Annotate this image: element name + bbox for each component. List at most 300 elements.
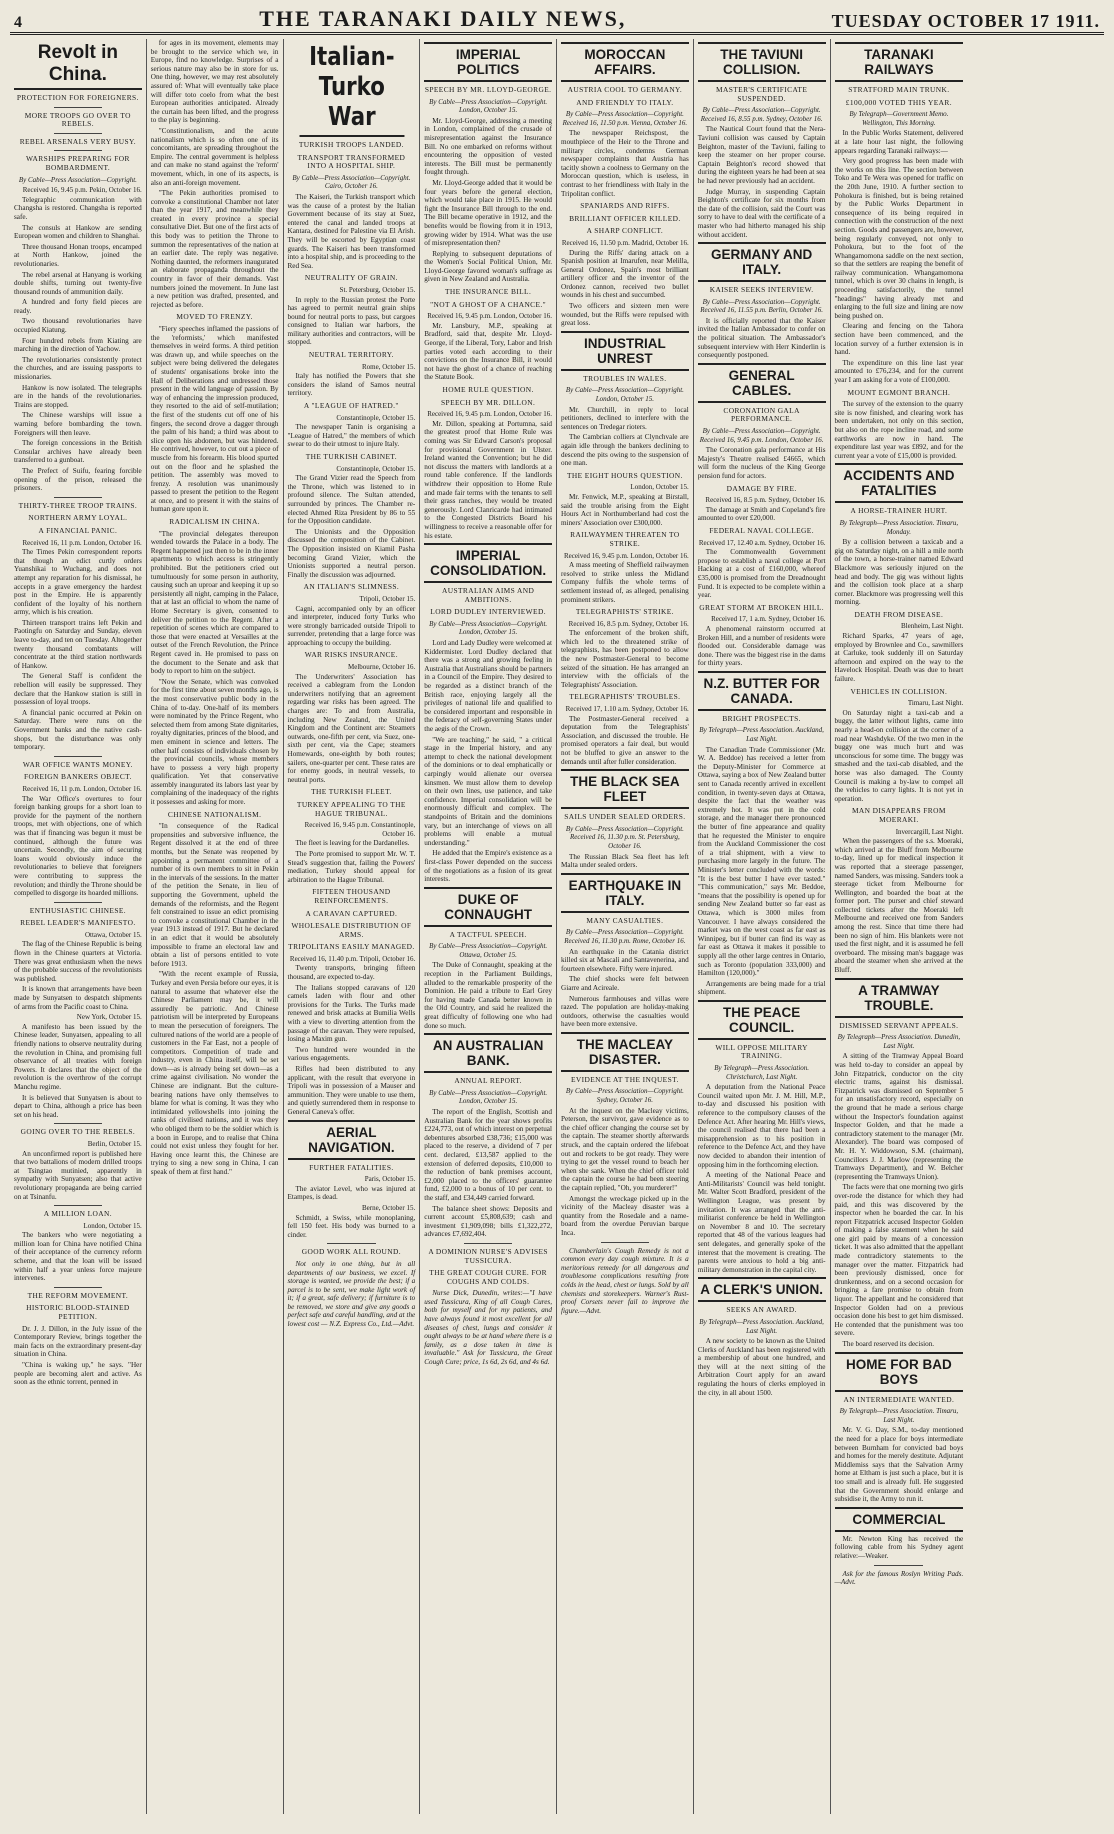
advertisement xyxy=(561,1247,689,1316)
paragraph: Mr. Fenwick, M.P., speaking at Birstall, said the trouble arising from the Eight Hours Act in Northumberland had cost the miners' Association over £300,000. xyxy=(561,492,689,527)
article-body xyxy=(835,129,964,384)
dateline: Invercargill, Last Night. xyxy=(895,827,964,836)
paragraph: The bankers who were negotiating a million loan for China have notified China of their acceptance of the currency reform scheme, and that the loan will be issued within half a year unless force majeure intervenes. xyxy=(14,1231,142,1283)
subheading: MASTER'S CERTIFICATE SUSPENDED. xyxy=(716,85,808,103)
paragraph: The Prefect of Suifu, fearing forcible opening of the prison, released the prisoners. xyxy=(14,466,142,493)
paragraph: A new society to be known as the United Clerks of Auckland has been registered with a membership of about one hundred, and they will at the next sitting of the Arbitration Court apply for an award regulating the hours of clerks employed in the city, in all about 1500. xyxy=(697,1337,826,1397)
subheading: AN ITALIAN'S SLIMNESS. xyxy=(303,582,400,592)
dateline: Constantinople, October 15. xyxy=(336,413,416,422)
article-body xyxy=(14,1231,142,1283)
column-4 xyxy=(420,39,557,1814)
article-body xyxy=(561,493,689,527)
paragraph: A manifesto has been issued by the Chinese leader, Sunyatsen, appealing to all friendly nations to observe neutrality during the revolution in China, and promising full observance of all treaties with foreign Powers. It declares that the object of the revolution is the overthrow of the corrupt Manchu regime. xyxy=(14,1022,142,1091)
subheading: LORD DUDLEY INTERVIEWED. xyxy=(430,607,546,617)
byline: By Cable—Press Association—Copyright. Received 16, 9.45 p.m. London, October 16. xyxy=(699,427,824,444)
subheading: EVIDENCE AT THE INQUEST. xyxy=(571,1074,679,1084)
subheading: STRATFORD MAIN TRUNK. xyxy=(848,85,950,94)
paragraph: The Underwriters' Association has received a cablegram from the London underwriters notifying that an agreement regarding war risks has been agreed. The charges are: To and from Australia, including New Zealand, the United Kingdom and the Continent are: Steamers outwards, one-fifth per cent, via Suez, one-sixth per cent, via the Cape; steamers Homewards, one-eighth by both routes; sailers, one-quarter per cent. These rates are for enemy goods, in neutral vessels, to neutral ports. xyxy=(287,672,416,784)
article-body xyxy=(288,193,416,270)
paragraph: The rebel arsenal at Hanyang is working double shifts, turning out twenty-five thousand rounds of ammunition daily. xyxy=(14,270,142,296)
subheading: SAILS UNDER SEALED ORDERS. xyxy=(564,812,686,822)
subheading: GREAT STORM AT BROKEN HILL. xyxy=(699,602,824,612)
article-body xyxy=(698,506,826,523)
divider xyxy=(54,1205,103,1206)
paragraph: The aviator Level, who was injured at Etampes, is dead. xyxy=(287,1184,416,1202)
paragraph: The Chinese warships will issue a warning before bombarding the town. Foreigners will then leave. xyxy=(14,411,142,437)
article-body xyxy=(561,561,689,604)
article-body xyxy=(424,1108,552,1239)
newspaper-title: THE TARANAKI DAILY NEWS, xyxy=(259,6,627,31)
subheading: A TACTFUL SPEECH. xyxy=(449,929,527,939)
subheading: SEEKS AN AWARD. xyxy=(726,1305,797,1315)
dateline: Received 16, 9.45 p.m. London, October 16. xyxy=(427,312,552,321)
headline-accidents-and-fatalities: ACCIDENTS AND FATALITIES xyxy=(835,463,964,503)
dateline: Received 16, 11 p.m. London, October 16. xyxy=(22,538,142,547)
article-body xyxy=(424,322,552,382)
subheading: MOUNT EGMONT BRANCH. xyxy=(847,387,951,397)
headline-black-sea-fleet: THE BLACK SEA FLEET xyxy=(561,769,689,809)
paragraph: The Nautical Court found that the Nera-Taviuni collision was caused by Captain Beighton, master of the Taviuni, failing to keep the steamer on her proper course. Captain Beighton's record showed that during the eighteen years he had been at sea he had never previously had an accident. xyxy=(697,125,826,185)
article-body xyxy=(835,1426,964,1503)
advertisement xyxy=(835,1570,964,1587)
article-body xyxy=(14,196,142,493)
paragraph: An earthquake in the Catania district killed six at Mascalì and Santavenerina, and fourteen elsewhere. Fifty were injured. xyxy=(561,947,689,973)
headline-imperial-politics: IMPERIAL POLITICS xyxy=(424,42,552,82)
paragraph: Two thousand revolutionaries have occupied Kiatung. xyxy=(14,317,142,335)
headline-clerks-union: A CLERK'S UNION. xyxy=(698,1277,826,1302)
paragraph: The board reserved its decision. xyxy=(842,1340,935,1348)
subheading: AND FRIENDLY TO ITALY. xyxy=(576,97,674,107)
dateline: Blenheim, Last Night. xyxy=(901,622,964,631)
paragraph: Telegraphic communication with Changsha is restored. Changsha is reported safe. xyxy=(14,195,142,221)
subheading: AUSTRALIAN AIMS AND AMBITIONS. xyxy=(442,586,535,604)
subheading: TRIPOLITANS EASILY MANAGED. xyxy=(288,942,415,952)
article-body xyxy=(424,961,552,1030)
byline: By Cable—Press Association—Copyright. xyxy=(18,175,137,184)
article-body xyxy=(698,1337,826,1397)
paragraph: Mr. Churchill, in reply to local petitioners, declined to interfere with the sentences on Tredegar rioters. xyxy=(561,405,689,431)
paragraph: "China is waking up," he says. "Her people are becoming alert and active. As soon as the ethnic torrent, penned in xyxy=(14,1361,142,1387)
paragraph: Not only in one thing, but in all departments of our business, we excel. If storage is wanted, we provide the best; if a parcel is to be sent, we make light work of it; if a great, safe delivery; if furniture is to be removed, we store and give any goods a perfect safe and careful handling, and at the lowest cost — N.Z. Express Co., Ltd.—Advt. xyxy=(287,1259,416,1329)
paragraph: The General Staff is confident the rebellion will easily be suppressed. They declare that the Hankow station is still in possession of loyal troops. xyxy=(14,672,142,707)
dateline: London, October 15. xyxy=(83,1221,142,1230)
paragraph: In the Public Works Statement, delivered at a late hour last night, the following appears regarding Taranaki railways:— xyxy=(834,129,964,155)
headline-moroccan-affairs: MOROCCAN AFFAIRS. xyxy=(561,42,689,82)
subheading: THE TURKISH FLEET. xyxy=(311,787,392,797)
paragraph: A sitting of the Tramway Appeal Board was held to-day to consider an appeal by John Fitzpatrick, conductor on the city electric trams, against his dismissal. Fitzpatrick was dismissed on September 5 for an unsatisfactory record, especially on the ground that he made a serious charge without the Inspector's foundation against Inspector Golden, and that he made a contradictory statement to the manager (Mr. Alexander). The board was composed of Mr. H. Y. Widdowson, S.M. (chairman), Councillors J. J. Marlow (representing the Tramways Department), and W. Belcher (representing the Tramways Union). xyxy=(834,1052,964,1181)
divider xyxy=(327,1243,376,1244)
subheading: HISTORIC BLOOD-STAINED PETITION. xyxy=(26,1303,130,1322)
article-body xyxy=(698,446,826,480)
subheading: VEHICLES IN COLLISION. xyxy=(850,686,948,696)
subheading: WARSHIPS PREPARING FOR BOMBARDMENT. xyxy=(25,154,130,172)
paragraph: The Kaiseri, the Turkish transport which was the cause of a protest by the Italian Government because of its stay at Suez, entered the canal and landed troops at Kantara, destined for Palestine via El Arish. They will be escorted by Egyptian coast guards. The Kaiseri has been transformed into a hospital ship, and is proceeding to the Red Sea. xyxy=(287,192,416,270)
dateline: Received 16, 9.45 p.m. Pekin, October 16. xyxy=(22,186,142,195)
subheading: DAMAGE BY FIRE. xyxy=(726,483,797,493)
paragraph: The Russian Black Sea fleet has left Malta under sealed orders. xyxy=(561,852,689,870)
paragraph: The Grand Vizier read the Speech from the Throne, which was listened to in profound silence. The Sultan attended, surrounded by princes. The Chamber re-elected Ahmed Riza President by 86 to 55 for the Opposition candidate. xyxy=(287,474,416,526)
paragraph: By a collision between a taxicab and a gig on Saturday night, on a hill a mile north of the town, a horse-trainer named Edward Blackmore was seriously injured on the head and body. The gig was without lights and the collision took place at a sharp corner. Blackmore was progressing well this morning. xyxy=(834,538,964,607)
dateline: Received 16, 11.40 p.m. Tripoli, October 16. xyxy=(289,954,416,963)
paragraph: Dr. J. J. Dillon, in the July issue of the Contemporary Review, brings together the main facts on the extraordinary present-day situation in China. xyxy=(14,1324,142,1359)
divider xyxy=(464,1243,513,1244)
paragraph: The expenditure on this line last year amounted to £76,234, and for the current year I am asking for a vote of £100,000. xyxy=(834,358,964,384)
dateline: Received 16, 11.50 p.m. Madrid, October 16. xyxy=(561,238,689,247)
headline-australian-bank: AN AUSTRALIAN BANK. xyxy=(424,1033,552,1073)
article-body xyxy=(14,1325,142,1387)
divider xyxy=(54,1123,103,1124)
paragraph: Thirteen transport trains left Pekin and Paotingfu on Saturday and Sunday, eleven leave to-day, and ten on Tuesday. Altogether twenty thousand combatants will concentrate at the third station northwards of Hankow. xyxy=(14,618,142,670)
subheading: THE REFORM MOVEMENT. xyxy=(27,1290,129,1300)
paragraph: A mass meeting of Sheffield railwaymen resolved to strike unless the Midland Company fulfils the whole terms of settlement instead of, as alleged, penalising prominent strikers. xyxy=(561,561,689,604)
paragraph: Amongst the wreckage picked up in the vicinity of the Macleay disaster was a quantity from the Rosedale and a name-board from the overdue Peruvian barque Inca. xyxy=(561,1194,689,1237)
dateline: London, October 15. xyxy=(630,483,689,492)
paragraph: The War Office's overtures to four foreign banking groups for a short loan to provide for the payment of the northern troops, met with objections, one of which was that if financing was begun it must be continued, although the future was uncertain. Secondly, the aim of securing loans would obviously induce the revolutionaries to believe that foreigners were contributing to suppress the revolution; and thirdly the Throne should be compelled to disgorge its hoarded millions. xyxy=(14,794,142,898)
byline: By Cable—Press Association—Copyright. Received 16, 11.30 p.m. St. Petersburg, October 16. xyxy=(565,824,684,850)
paragraph: "In consequence of the Radical propensities and subversive influence, the Regent dissolved it at the end of three months, but the Senate was reopened by appointing a permanent committee of a number of its own members to sit in Pekin in the intervals of the sessions. In the matter of the petition the Senate, in lieu of supporting the Government, upheld the demands of the reformists, and the Regent felt constrained to issue an edict promising to convoke a constitutional Chamber in the year 1913 instead of 1917. But he declared in an edict that it would be absolutely impossible to frame an electoral law and obtain a list of persons entitled to vote before 1913. xyxy=(150,822,279,968)
subheading: TELEGRAPHISTS' TROUBLES. xyxy=(569,692,681,702)
subheading: NEUTRAL TERRITORY. xyxy=(308,350,394,360)
byline: By Cable—Press Association—Copyright. London, October 15. xyxy=(565,386,684,404)
column-6 xyxy=(694,39,831,1814)
paragraph: An unconfirmed report is published here that two battalions of modern drilled troops at Tsingtao mutinied, apparently in sympathy with Sunyatsen; also that active revolutionary propaganda are being carried on at Tsinanfu. xyxy=(14,1149,142,1201)
subheading: NORTHERN ARMY LOYAL. xyxy=(28,513,128,523)
paragraph: The report of the English, Scottish and Australian Bank for the year shows profits £224,773, out of which interest on perpetual debentures absorbed £38,736; £15,000 was placed to the reserve, a dividend of 7 per cent. declared, £13,587 applied to the extension of deferred deposits, £10,000 to the reduction of bank premises account, £2,000 placed to the officers' guarantee fund, £2,000 to a bonus of 10 per cent. to the staff, and £34,449 carried forward. xyxy=(424,1108,552,1202)
subheading: TELEGRAPHISTS' STRIKE. xyxy=(575,607,674,617)
article-body xyxy=(835,709,964,804)
dateline: Received 17, 12.40 a.m. Sydney, October 16. xyxy=(698,538,826,547)
paragraph: The revolutionaries consistently protect the churches, and are issuing passports to missionaries. xyxy=(14,355,142,382)
article-body xyxy=(835,1535,964,1561)
dateline: Received 17, 1.10 a.m. Sydney, October 16. xyxy=(565,705,689,714)
byline: By Cable—Press Association—Copyright. Ottawa, October 15. xyxy=(429,942,548,959)
paragraph: At the inquest on the Macleay victims, Peterson, the survivor, gave evidence as to the chief officer changing the course set by the captain. The steamer shortly afterwards struck, and the captain ordered the lifeboat out and rockets to be got ready. They were trying to get the vessel round to beach her when she sank. When the chief officer told the captain the course he had been steering the captain replied, "Oh, you murderer!" xyxy=(561,1106,689,1192)
byline: By Cable—Press Association—Copyright. Received 16, 11.30 p.m. Rome, October 16. xyxy=(564,928,686,945)
subheading: NEUTRALITY OF GRAIN. xyxy=(304,273,398,283)
paragraph: A hundred and forty field pieces are ready. xyxy=(14,298,142,315)
paragraph: On Saturday night a taxi-cab and a buggy, the latter without lights, came into nearly a head-on collision at the corner of a road near Washdyke. Of the two men in the buggy one was much hurt and was unconscious for some time. The buggy was smashed and the taxi-cab disabled, and the horse was also damaged. The County Council is making a by-law to compel all the vehicles to carry lights. It is not yet in operation. xyxy=(834,708,964,803)
paragraph: "The Pekin authorities promised to convoke a constitutional Chamber not later than the year 1917, and meanwhile they created in every province a special consultative Diet. But one of the first acts of this body was to petition the Throne to summon the representatives of the nation at an earlier date. The reply was negative. Nothing daunted, the reformers inaugurated an elaborate propaganda throughout the country in favor of their demands. Vast numbers joined the movement. In June last a new petition was drafted, presented, and rejected as before. xyxy=(150,189,279,309)
subheading: THIRTY-THREE TROOP TRAINS. xyxy=(18,500,138,510)
dateline: Rome, October 15. xyxy=(361,362,416,371)
subheading: WAR OFFICE WANTS MONEY. xyxy=(22,759,133,769)
divider xyxy=(54,107,103,108)
article-body xyxy=(698,1083,826,1274)
issue-date: TUESDAY OCTOBER 17 1911. xyxy=(831,11,1100,31)
subheading: AUSTRIA COOL TO GERMANY. xyxy=(567,85,683,94)
subheading: WILL OPPOSE MILITARY TRAINING. xyxy=(715,1042,808,1061)
headline-germany-and-italy: GERMANY AND ITALY. xyxy=(698,242,826,282)
paragraph: Schmidt, a Swiss, while monoplaning, fell 150 feet. His body was burned to a cinder. xyxy=(287,1213,416,1239)
article-body xyxy=(151,530,279,807)
columns xyxy=(10,39,1104,1814)
article-body xyxy=(288,673,416,785)
subheading: TURKISH TROOPS LANDED. xyxy=(298,140,404,149)
byline: By Cable—Press Association—Copyright. Sydney, October 16. xyxy=(565,1087,684,1105)
subheading: PROTECTION FOR FOREIGNERS. xyxy=(16,93,139,102)
article-body xyxy=(424,420,552,540)
subheading: THE INSURANCE BILL. xyxy=(445,287,532,297)
paragraph: The Commonwealth Government propose to establish a naval college at Port Hacking at a cost of £160,000, whereof £35,000 is promised from the Dreadnought Fund. It is expected to be complete within a year. xyxy=(697,548,826,600)
subheading: ENTHUSIASTIC CHINESE. xyxy=(29,905,126,915)
paragraph: Hankow is now isolated. The telegraphs are in the hands of the revolutionaries. Trains are stopped. xyxy=(14,383,142,409)
paragraph: The Postmaster-General received a deputation from the Telegraphists' Association, and discussed the trouble. He promised operators a fair deal, but would not be bluffed to give an answer to the demands until after fuller consideration. xyxy=(561,714,689,766)
divider xyxy=(54,133,103,134)
subheading: FOREIGN BANKERS OBJECT. xyxy=(23,772,132,782)
divider xyxy=(54,497,103,498)
paragraph: The foreign concessions in the British Consular archives have already been transferred to a gunboat. xyxy=(14,439,142,465)
article-body xyxy=(561,853,689,870)
byline: By Telegraph—Press Association. Christchurch, Last Night. xyxy=(714,1064,810,1081)
paragraph: The Coronation gala performance at His Majesty's Theatre realised £4665, which will form the nucleus of the King George pension fund for actors. xyxy=(697,446,826,480)
subheading: MAN DISAPPEARS FROM MOERAKI. xyxy=(851,806,946,824)
article-body xyxy=(698,746,826,997)
subheading: "NOT A GHOST OF A CHANCE." xyxy=(430,299,547,309)
column-3 xyxy=(284,39,421,1814)
article-body xyxy=(561,406,689,468)
subheading: A HORSE-TRAINER HURT. xyxy=(850,506,948,516)
byline: By Telegraph—Press Association. Timaru, Last Night. xyxy=(839,1407,959,1424)
paragraph: It is believed that Sunyatsen is about to depart to China, although a price has been set on his head. xyxy=(14,1093,142,1119)
article-body xyxy=(288,1185,416,1202)
paragraph: Cagni, accompanied only by an officer and interpreter, induced forty Turks who were strongly barricaded outside Tripoli to surrender, pretending that a large force was approaching to occupy the building. xyxy=(287,604,416,647)
subheading: A "LEAGUE OF HATRED." xyxy=(303,401,399,411)
subheading: DEATH FROM DISEASE. xyxy=(854,609,944,619)
subheading: BRIGHT PROSPECTS. xyxy=(722,713,801,723)
headline-tramway-trouble: A TRAMWAY TROUBLE. xyxy=(835,978,964,1018)
subheading: SPEECH BY MR. DILLON. xyxy=(441,397,536,407)
paragraph: The enforcement of the broken shift, which led to the threatened strike of telegraphists, has been postponed to allow the new Postmaster-General to become seized of the situation. He has arranged an interview with the officials of the Telegraphists' Association. xyxy=(561,629,689,689)
article-body xyxy=(561,1107,689,1238)
paragraph: "The provincial delegates thereupon wended towards the Palace in a body. The Regent happened just then to be in the inner apartments to which access is stringently prohibited. But the petitioners cried out tumultuously for some person in authority, causing such an uproar and keeping it up so persistently all night, camping in the Palace, that at last an official to whom the name of Home Secretary is given, consented to deliver the petition to the Regent. After a repetition of scenes which are compared to those that were enacted at Versailles at the outset of the French Revolution, the Prince Regent caved in. He promised to pass on the document to the Senate and ask that body to report to him on the subject. xyxy=(150,529,279,676)
paragraph: A financial panic occurred at Pekin on Saturday. There were runs on the Government banks and the native cash-shops, but the disturbance was only temporary. xyxy=(14,708,142,752)
dateline: Received 16, 8.5 p.m. Sydney, October 16. xyxy=(568,619,689,628)
article-body xyxy=(835,1052,964,1348)
divider xyxy=(54,150,103,151)
headline-earthquake-in-italy: EARTHQUAKE IN ITALY. xyxy=(561,873,689,913)
byline: By Telegraph—Government Memo. Wellington, This Morning. xyxy=(849,110,949,127)
subheading: TROUBLES IN WALES. xyxy=(583,373,667,383)
headline-home-for-bad-boys: HOME FOR BAD BOYS xyxy=(835,1352,964,1392)
article-body xyxy=(151,39,279,309)
article-body xyxy=(288,296,416,348)
article-body xyxy=(288,423,416,449)
article-body xyxy=(14,1023,142,1120)
dateline: Received 16, 11 p.m. London, October 16. xyxy=(22,784,142,793)
paragraph: "With the recent example of Russia, Turkey and even Persia before our eyes, it is natural to assume that whatever else the Chinese Parliament may be, it will assuredly be patriotic. And Chinese patriotism will be interpreted by Europeans to mean the persecution of foreigners. The cultured nations of the world are a people of customers in the Far East, not a people of competitors. Competition of trade and industry, even in China itself, will be set down—as is already being set down—as a crime against civilisation. No wonder the Chinese are indignant. But the culture-bearing nations have only themselves to blame for what is coming. It was they who intimidated yellowshells into joining the ranks of civilised nations, and it was they who obliged them to be the soldier which is a boon in Europe, and to realise that China could not exist unless they fought for her. Having once learnt this, the Chinese are trying to sing a new song in China, I can speak of them at first hand." xyxy=(150,970,279,1176)
article-body xyxy=(288,605,416,648)
dateline: St. Petersburg, October 15. xyxy=(339,285,416,294)
subheading: MOVED TO FRENZY. xyxy=(176,312,253,322)
paragraph: Mr. Dillon, speaking at Portumna, said the greatest proof that Home Rule was coming was Sir Edward Carson's proposal for provisional Government in Ulster. Ireland wanted the Convention; but he did not discuss the matters with landlords at a round table conference. If the landlords withdrew their opposition to Home Rule and made fair terms with the tenants to sell their grass ranches, they would be treated generously. Lord Clanricarde had intimated to the Congested Districts Board his willingness to receive a reasonable offer for his estate. xyxy=(424,419,552,540)
subheading: FEDERAL NAVAL COLLEGE. xyxy=(709,525,814,535)
dateline: Constantinople, October 15. xyxy=(336,464,416,473)
subheading: MORE TROOPS GO OVER TO REBELS. xyxy=(24,110,131,129)
paragraph: The survey of the extension to the quarry site is now finished, and clearing work has been undertaken, not only on this section, but also on the rope incline road, and some earthworks are now in hand. The expenditure last year was £892, and for the current year a vote of £15,000 is provided. xyxy=(834,400,964,460)
page-number: 4 xyxy=(14,14,22,31)
paragraph: Mr. Lloyd-George added that it would be four years before the general election, which would take place in 1915. He would fight the Insurance Bill through to the end. The Bill became operative in 1912, and the benefits would be flowing from it in 1913, growing wider by 1914. What was the use of misrepresentation then? xyxy=(424,178,552,248)
article-body xyxy=(835,538,964,607)
paragraph: The chief shocks were felt between Giarre and Acireale. xyxy=(561,975,689,992)
paragraph: The damage at Smith and Copeland's fire amounted to over £20,000. xyxy=(697,505,826,523)
article-body xyxy=(151,822,279,1176)
subheading: KAISER SEEKS INTERVIEW. xyxy=(709,285,814,295)
subheading: THE EIGHT HOURS QUESTION. xyxy=(566,470,683,480)
byline: By Telegraph—Press Association. Dunedin, Last Night. xyxy=(837,1033,961,1050)
advertisement xyxy=(424,1289,552,1366)
paragraph: The Duke of Connaught, speaking at the reception in the Parliament Buildings, alluded to the remarkable prosperity of the Dominion. He paid a tribute to Earl Grey for having made Canada better known in the Old Country, and said he realized the great difficulty of following one who had done so much. xyxy=(424,961,552,1030)
paragraph: Twenty transports, bringing fifteen thousand, are expected to-day. xyxy=(287,964,416,982)
paragraph: It is officially reported that the Kaiser invited the Italian Ambassador to confer on the political situation. The Ambassador's subsequent interview with Herr Kinderlin is consequently postponed. xyxy=(697,316,826,360)
article-body xyxy=(698,625,826,668)
article-body xyxy=(288,1214,416,1240)
byline: By Cable—Press Association—Copyright. Received 16, 11.55 p.m. Berlin, October 16. xyxy=(700,297,823,315)
byline: By Cable—Press Association—Copyright. London, October 15. xyxy=(429,619,548,637)
paragraph: In reply to the Russian protest the Porte has agreed to permit neutral grain ships bound for neutral ports to pass, but cargoes consigned to Italian war harbors, the military authorities and contractors, will be stopped. xyxy=(287,295,416,347)
subheading: CHINESE NATIONALISM. xyxy=(167,809,262,819)
article-body xyxy=(561,715,689,767)
dateline: Received 16, 8.5 p.m. Sydney, October 16. xyxy=(705,496,826,505)
dateline: New York, October 15. xyxy=(76,1013,142,1022)
dateline: Berne, October 15. xyxy=(361,1203,416,1212)
headline-industrial-unrest: INDUSTRIAL UNREST xyxy=(561,331,689,371)
paragraph: The flag of the Chinese Republic is being flown in the Chinese quarters at Victoria. There was great enthusiasm when the news of the probable success of the revolutionists was published. xyxy=(14,940,142,983)
paragraph: for ages in its movement, elements may be brought to the service which we, in Europe, find no knowledge. Surprises of a serious nature may also be in store for us. One thing, however, we may rest absolutely assured of: What will eventually take place will differ toto coelo from what the best European authorities anticipated. Already the curtain has been lifted, and the progress to the play is beginning. xyxy=(150,39,279,125)
paragraph: Lord and Lady Dudley were welcomed at Kiddermister. Lord Dudley declared that there was a strong and growing feeling in Australia that Australians should be partners in a Council of the Empire. They desired to be regarded as a distinct branch of the British race, enjoying largely all the privileges of national life and qualified to be considered important and responsible in the federacy of self-governing States under the aegis of the Crown. xyxy=(424,639,552,733)
dateline: Melbourne, October 16. xyxy=(347,663,416,672)
paragraph: Two officers and sixteen men were wounded, but the Riffs were repulsed with great loss. xyxy=(561,302,689,328)
article-body xyxy=(288,474,416,579)
paragraph: Rifles had been distributed to any applicant, with the result that everyone in Tripoli was in possession of a Mauser and ammunition. They were unable to use them, and quietly surrendered them in response to General Caneva's offer. xyxy=(287,1065,416,1116)
subheading: THE GREAT COUGH CURE. FOR COUGHS AND COLDS. xyxy=(429,1268,547,1286)
paragraph: The Unionists and the Opposition discussed the composition of the Cabinet. The Opposition insisted on Kiamil Pasha becoming Grand Vizier, which the Unionists supported a neutral person. Finally the discussion was adjourned. xyxy=(287,527,416,579)
headline-italian-turko-war: Italian-Turko War xyxy=(299,42,404,137)
article-body xyxy=(835,400,964,460)
subheading: DISMISSED SERVANT APPEALS. xyxy=(839,1020,959,1030)
newspaper-page xyxy=(10,6,1104,1818)
article-body xyxy=(424,639,552,884)
paragraph: The newspaper Reichspost, the mouthpiece of the Heir to the Throne and military circles, condemns German newspaper complaints that Austria has tacitly shown a coolness to Germany on the Moroccan question, which is useless, in contrast to her friendliness with Italy in the Tripolitan conflict. xyxy=(561,129,689,198)
paragraph: Three thousand Honan troops, encamped at North Hankow, joined the revolutionaries. xyxy=(14,242,142,268)
subheading: HOME RULE QUESTION. xyxy=(442,385,534,394)
subheading: MANY CASUALTIES. xyxy=(586,915,664,925)
article-body xyxy=(698,125,826,239)
dateline: Ottawa, October 15. xyxy=(84,930,142,939)
article-body xyxy=(561,629,689,689)
column-2 xyxy=(147,39,284,1814)
divider xyxy=(54,902,103,903)
subheading: RADICALISM IN CHINA. xyxy=(169,517,260,527)
paragraph: Very good progress has been made with the works on this line. The section between Toko and Te Wera was opened for traffic on the 20th June, 1910. A further section to Pohokura is finished, but is being retained by the Public Works Department in consequence of its being required in connection with the construction of the next section. Goods and passengers are, however, being regularly conveyed, not only to Pohokura, but to the foot of the Whangamomona saddle on the next section, so that the settlers are reaping the benefit of railway communication. Whangamomona tunnel, which is over 30 chains in length, is proceeding satisfactorily, the tunnel "headings" having already met and enlarging to the full size and lining are now being pushed on. xyxy=(834,157,964,320)
subheading: FURTHER FATALITIES. xyxy=(309,1162,394,1172)
article-body xyxy=(561,129,689,198)
paragraph: The balance sheet shows: Deposits and current account £5,808,639; cash and investment £1,909,098; bills £1,322,272, advances £7,692,404. xyxy=(424,1204,552,1239)
article-body xyxy=(698,317,826,360)
paragraph: A deputation from the National Peace Council waited upon Mr. J. M. Hill, M.P., to-day and discussed his position with reference to the compulsory clauses of the Defence Act. After hearing Mr. Hill's views, the council realised that there had been a misapprehension as to his position in reference to the Defence Act, and they have now decided to abandon their intention of opposing him in the forthcoming election. xyxy=(697,1083,826,1169)
divider xyxy=(601,1242,650,1243)
byline: By Telegraph—Press Association. Timaru, Monday. xyxy=(839,518,959,536)
paragraph: Mr. Lloyd-George, addressing a meeting in London, complained of the crusade of misrepresentation against the Insurance Bill. No one embarked on reforms without encountering the opposition of vested interests. The Bill must be permanently fought through. xyxy=(424,116,552,177)
paragraph: Numerous farmhouses and villas were razed. The population are holiday-making outdoors, otherwise the casualties would have been more extensive. xyxy=(561,994,689,1029)
subheading: A DOMINION NURSE'S ADVISES TUSSICURA. xyxy=(428,1246,548,1265)
paragraph: "We are teaching," he said, " a critical stage in the Imperial history, and any attempt to check the national development of the dominions or to deal emphatically or carpingly would alienate our oversea kinsmen. We must allow them to develop on their own lines, use patience, and take confidence. Imperial consolidation will be enormously difficult and complex. The standpoints of Britain and the dominions vary, but an interchange of views on all problems will enable a mutual understanding." xyxy=(424,735,552,847)
byline: By Cable—Press Association—Copyright. London, October 15. xyxy=(429,97,548,115)
paragraph: "Constitutionalism, and the acute nationalism which is so often one of its concomitants, are spreading throughout the Empire. The central government is helpless and can make no stand against the 'reform' movement, which, in one of its aspects, is also an anti-foreign movement. xyxy=(150,126,279,187)
dateline: Received 17, 1 a.m. Sydney, October 16. xyxy=(711,615,826,624)
subheading: REBEL ARSENALS VERY BUSY. xyxy=(19,136,137,146)
dateline: Paris, October 15. xyxy=(364,1175,416,1184)
subheading: CORONATION GALA PERFORMANCE. xyxy=(723,405,800,424)
dateline: Received 16, 9.45 p.m. London, October 16. xyxy=(563,551,689,560)
masthead xyxy=(10,6,1104,35)
paragraph: The facts were that one morning two girls over-rode the distance for which they had paid, and this was discovered by the inspector when he boarded the car. In his report Fitzpatrick accused Inspector Golden of making a false statement when he said one girl paid by means of a concession ticket. It was also admitted that the appellant made contradictory statements to the manager over the matter. Fitzpatrick had been previously dismissed, once for drunkenness, and on a second occasion for bringing a fare promise to obtain from liquor. The appellant and he considered that Inspector Golden had on a previous occasion done his best to get him dismissed. He contended that the punishment was too severe. xyxy=(834,1183,964,1338)
headline-taranaki-railways: TARANAKI RAILWAYS xyxy=(835,42,964,82)
headline-macleay-disaster: THE MACLEAY DISASTER. xyxy=(561,1032,689,1072)
paragraph: The Cambrian colliers at Clynchvale are again idle through the bankers declining to descend the pits owing to the suspension of one man. xyxy=(561,433,689,468)
subheading: REBEL LEADER'S MANIFESTO. xyxy=(20,918,136,928)
paragraph: The consuls at Hankow are sending European women and children to Shanghai. xyxy=(14,223,142,241)
article-body xyxy=(835,632,964,684)
subheading: £100,000 VOTED THIS YEAR. xyxy=(845,97,952,107)
dateline: Tripoli, October 15. xyxy=(359,594,416,603)
subheading: TRANSPORT TRANSFORMED INTO A HOSPITAL SHIP. xyxy=(297,152,406,171)
byline: By Cable—Press Association—Copyright. Received 16, 11.50 p.m. Vienna, October 16. xyxy=(562,110,688,127)
headline-commercial: COMMERCIAL xyxy=(835,1507,964,1532)
article-body xyxy=(288,839,416,884)
paragraph: Mr. Newton King has received the following cable from his Sydney agent relative:—Weaker. xyxy=(834,1534,964,1560)
paragraph: It is known that arrangements have been made by Sunyatsen to despatch shipments of arms from the Pacific coast to China. xyxy=(14,985,142,1011)
subheading: BRILLIANT OFFICER KILLED. xyxy=(569,213,681,223)
paragraph: Judge Murray, in suspending Captain Beighton's certificate for six months from the date of the collision, said the Court was sorry to have to deal with the certificate of a master who had hitherto managed his ship without accident. xyxy=(697,187,826,239)
headline-revolt-in-china: Revolt in China. xyxy=(14,42,142,90)
byline: By Cable—Press Association—Copyright. Received 16, 8.55 p.m. Sydney, October 16. xyxy=(700,106,823,123)
paragraph: Nurse Dick, Dunedin, writes:—"I have used Tussicura, King of all Cough Cures, both for myself and for my patients, and have always found it most excellent for all diseases of chest, lungs and consider it ought always to be at hand where there is a family, as a dose taken in time is invaluable." Ask for Tussicura, the Great Cough Cure; price, 1s 6d, 2s 6d, and 4s 6d. xyxy=(424,1289,552,1367)
headline-nz-butter-for-canada: N.Z. BUTTER FOR CANADA. xyxy=(698,671,826,711)
subheading: TURKEY APPEALING TO THE HAGUE TRIBUNAL. xyxy=(296,799,406,818)
paragraph: Chamberlain's Cough Remedy is not a common every day cough mixture. It is a meritorious remedy for all dangerous and troublesome complications resulting from colds in the head, chest or lungs. Sold by all chemists and storekeepers. Warner's Rust-proof Corsets never fail to improve the figure.—Advt. xyxy=(561,1246,689,1315)
article-body xyxy=(424,117,552,284)
headline-peace-council: THE PEACE COUNCIL. xyxy=(698,1000,826,1040)
article-body xyxy=(835,837,964,975)
article-body xyxy=(151,325,279,514)
divider xyxy=(54,1287,103,1288)
article-body xyxy=(14,1150,142,1202)
paragraph: Mr. Lansbury, M.P., speaking at Bradford, said that, despite Mr. Lloyd-George, if the Liberal, Tory, Labor and Irish parties voted each according to their convictions on the Insurance Bill, it would not have the ghost of a chance of reaching the Statute Book. xyxy=(424,321,552,382)
headline-taviuni-collision: THE TAVIUNI COLLISION. xyxy=(698,42,826,82)
subheading: FIFTEEN THOUSAND REINFORCEMENTS. xyxy=(312,887,391,905)
subheading: WAR RISKS INSURANCE. xyxy=(304,650,398,660)
headline-imperial-consolidation: IMPERIAL CONSOLIDATION. xyxy=(424,543,552,583)
dateline: Received 16, 9.45 p.m. London, October 16. xyxy=(427,410,552,419)
article-body xyxy=(14,940,142,1011)
subheading: SPANIARDS AND RIFFS. xyxy=(580,201,670,211)
subheading: GOING OVER TO THE REBELS. xyxy=(20,1127,136,1137)
dateline: Received 16, 9.45 p.m. Constantinople, October 16. xyxy=(304,821,416,838)
paragraph: Two hundred were wounded in the various engagements. xyxy=(287,1045,416,1063)
paragraph: The Porte promised to support Mr. W. T. Stead's suggestion that, failing the Powers' mediation, Turkey should appeal for arbitration to the Hague Tribunal. xyxy=(287,849,416,884)
subheading: GOOD WORK ALL ROUND. xyxy=(301,1247,401,1257)
subheading: A SHARP CONFLICT. xyxy=(586,226,664,236)
paragraph: Mr. V. G. Day, S.M., to-day mentioned the need for a place for boys intermediate between Burnham for convicted bad boys and homes for the merely destitute. Adjutant Middlemiss says that the Salvation Army home at Eltham is just such a place, but it is too small and is already full. He suggested that the Government should enlarge and subsidise it, the Army to run it. xyxy=(834,1426,964,1504)
paragraph: The Times Pekin correspondent reports that though an edict curtly orders Yuanshikai to Wuchang, and does not attempt any reparation for his dismissal, he accepts in a grave emergency the hardest post in the Empire. He is apparently confident of the loyalty of his northern army, which is his creation. xyxy=(14,548,142,617)
paragraph: The newspaper Tanin is organising a "League of Hatred," the members of which swear to do their utmost to injure Italy. xyxy=(287,423,416,449)
article-body xyxy=(288,964,416,1116)
paragraph: Four hundred rebels from Kiating are marching in the direction of Yachow. xyxy=(14,336,142,354)
column-7 xyxy=(831,39,968,1814)
byline: By Cable—Press Association—Copyright. Cairo, October 16. xyxy=(292,173,411,191)
article-body xyxy=(14,548,142,752)
subheading: SPEECH BY MR. LLOYD-GEORGE. xyxy=(424,85,552,94)
